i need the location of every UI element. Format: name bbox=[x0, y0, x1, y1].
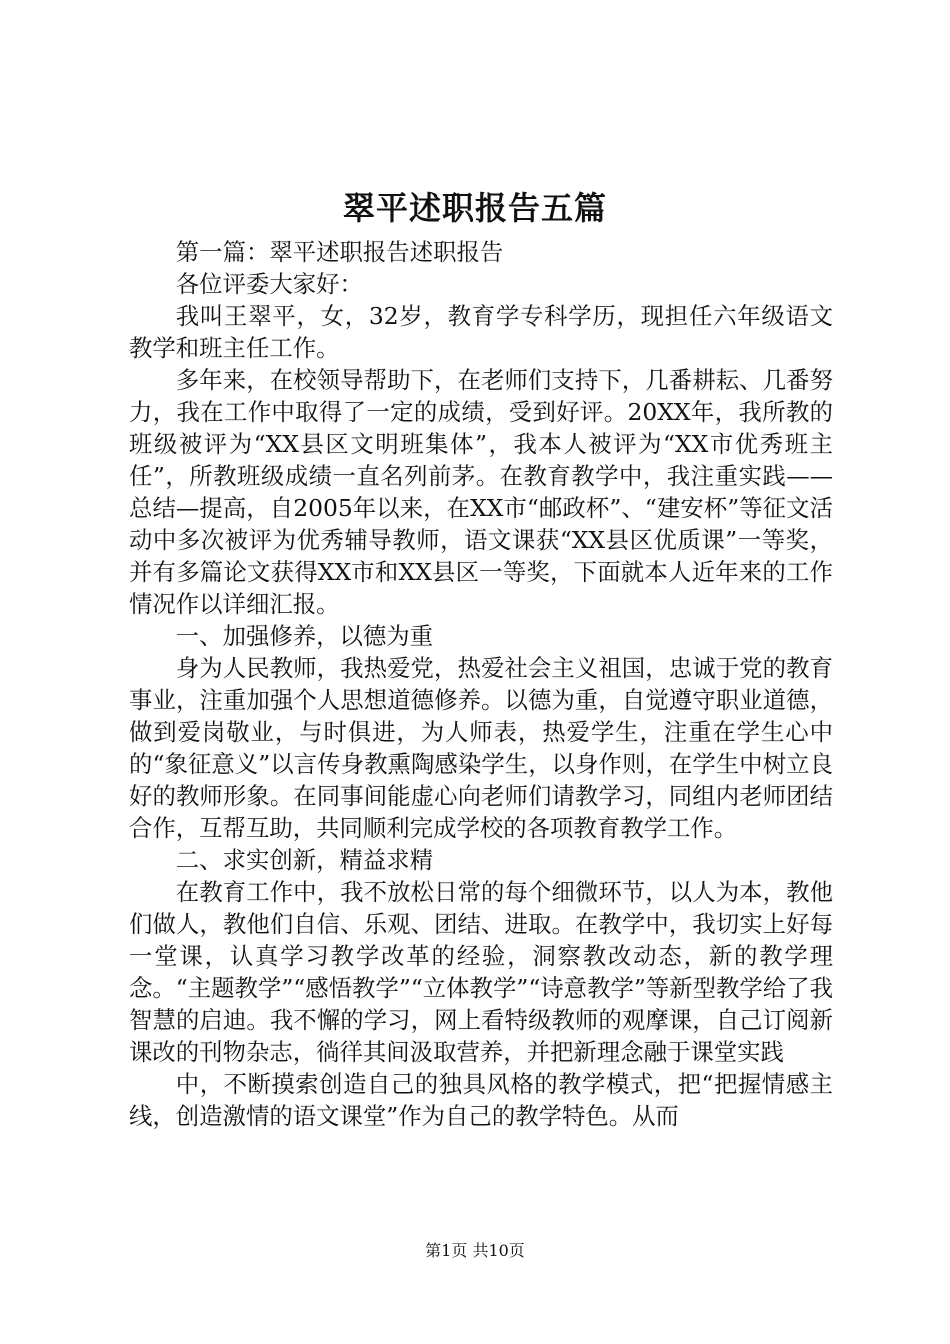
page-number-footer: 第1页 共10页 bbox=[425, 1241, 525, 1260]
section-heading-innovation: 二、求实创新，精益求精 bbox=[175, 846, 434, 874]
salutation: 各位评委大家好： bbox=[175, 270, 363, 298]
document-title: 翠平述职报告五篇 bbox=[342, 189, 607, 227]
paragraph-achievements: 多年来，在校领导帮助下，在老师们支持下，几番耕耘、几番努力，我在工作中取得了一定的成绩，受到好评。20XX年，我所教的班级被评为“XX县区文明班集体”，我本人被评为“XX市优秀班主任”，所教班级成绩一直名列前茅。在教育教学中，我注重实践——总结—提高，自2005年以来，在XX市“邮政杯”、“建安杯”等征文活动中多次被评为优秀辅导教师，语文课获“XX县区优质课”一等奖，并有多篇论文获得XX市和XX县区一等奖，下面就本人近年来的工作情况作以详细汇报。 bbox=[129, 366, 833, 618]
document-body bbox=[129, 236, 833, 1132]
paragraph-innovation: 在教育工作中，我不放松日常的每个细微环节，以人为本，教他们做人，教他们自信、乐观、团结、进取。在教学中，我切实上好每一堂课，认真学习教学改革的经验，洞察教改动态，新的教学理念。“主题教学”“感悟教学”“立体教学”“诗意教学”等新型教学给了我智慧的启迪。我不懈的学习，网上看特级教师的观摩课，自己订阅新课改的刊物杂志，徜徉其间汲取营养，并把新理念融于课堂实践 bbox=[129, 878, 833, 1066]
paragraph-introduction: 我叫王翠平，女，32岁，教育学专科学历，现担任六年级语文教学和班主任工作。 bbox=[129, 302, 833, 362]
paragraph-morality: 身为人民教师，我热爱党，热爱社会主义祖国，忠诚于党的教育事业，注重加强个人思想道德修养。以德为重，自觉遵守职业道德，做到爱岗敬业，与时俱进，为人师表，热爱学生，注重在学生心中的“象征意义”以言传身教熏陶感染学生，以身作则，在学生中树立良好的教师形象。在同事间能虚心向老师们请教学习，同组内老师团结合作，互帮互助，共同顺利完成学校的各项教育教学工作。 bbox=[129, 654, 833, 842]
section-heading-part-one: 第一篇：翠平述职报告述职报告 bbox=[175, 238, 504, 266]
paragraph-continuation: 中，不断摸索创造自己的独具风格的教学模式，把“把握情感主线，创造激情的语文课堂”作为自己的教学特色。从而 bbox=[129, 1070, 833, 1130]
section-heading-morality: 一、加强修养，以德为重 bbox=[175, 622, 434, 650]
